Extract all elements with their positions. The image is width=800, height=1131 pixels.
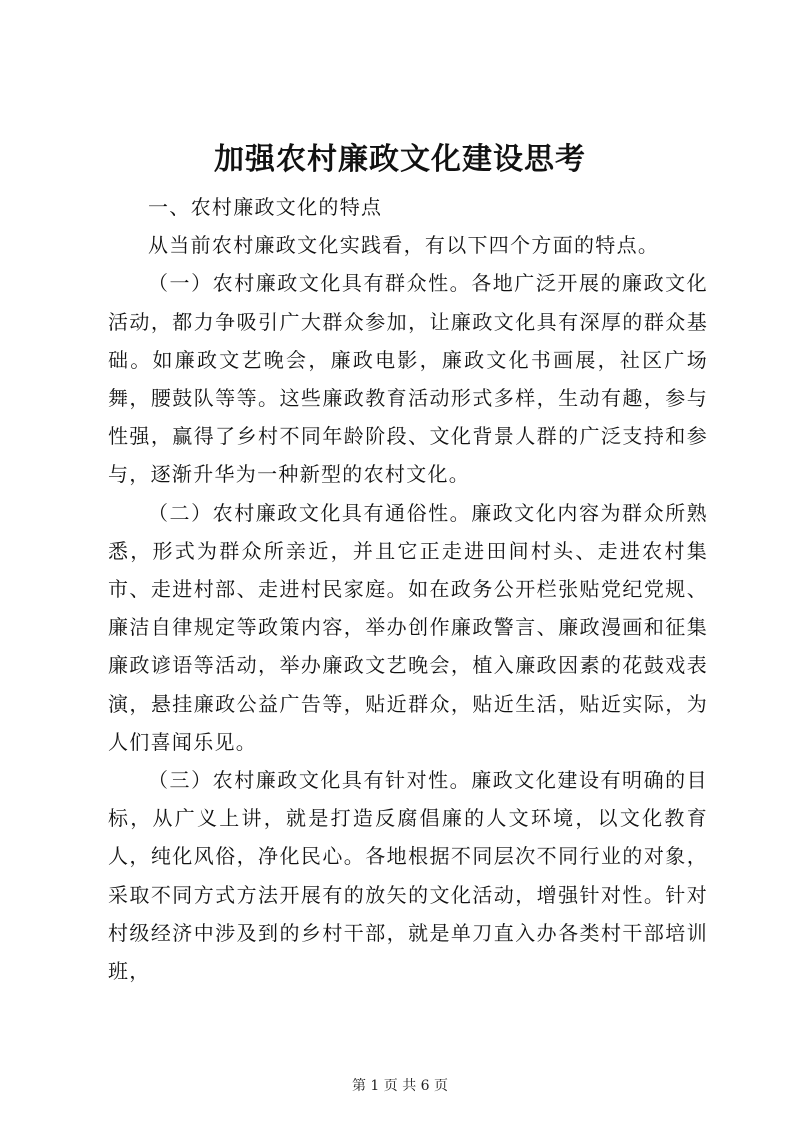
body-paragraph: （一）农村廉政文化具有群众性。各地广泛开展的廉政文化活动，都力争吸引广大群众参加，让廉政文化具有深厚的群众基础。如廉政文艺晚会，廉政电影，廉政文化书画展，社区广场舞，腰鼓队等等。这些廉政教育活动形式多样，生动有趣，参与性强，赢得了乡村不同年龄阶段、文化背景人群的广泛支持和参与，逐渐升华为一种新型的农村文化。: [108, 271, 708, 487]
body-paragraph: （三）农村廉政文化具有针对性。廉政文化建设有明确的目标，从广义上讲，就是打造反腐倡廉的人文环境，以文化教育人，纯化风俗，净化民心。各地根据不同层次不同行业的对象，采取不同方式方法开展有的放矢的文化活动，增强针对性。针对村级经济中涉及到的乡村干部，就是单刀直入办各类村干部培训班，: [108, 768, 708, 984]
section-heading: 一、农村廉政文化的特点: [148, 195, 383, 219]
intro-paragraph: 从当前农村廉政文化实践看，有以下四个方面的特点。: [148, 233, 660, 258]
page-footer: 第 1 页 共 6 页: [351, 1078, 449, 1094]
body-paragraph: （二）农村廉政文化具有通俗性。廉政文化内容为群众所熟悉，形式为群众所亲近，并且它正走进田间村头、走进农村集市、走进村部、走进村民家庭。如在政务公开栏张贴党纪党规、廉洁自律规定等政策内容，举办创作廉政警言、廉政漫画和征集廉政谚语等活动，举办廉政文艺晚会，植入廉政因素的花鼓戏表演，悬挂廉政公益广告等，贴近群众，贴近生活，贴近实际，为人们喜闻乐见。: [108, 500, 708, 754]
document-body: [108, 188, 708, 990]
document-title: 加强农村廉政文化建设思考: [214, 142, 586, 177]
